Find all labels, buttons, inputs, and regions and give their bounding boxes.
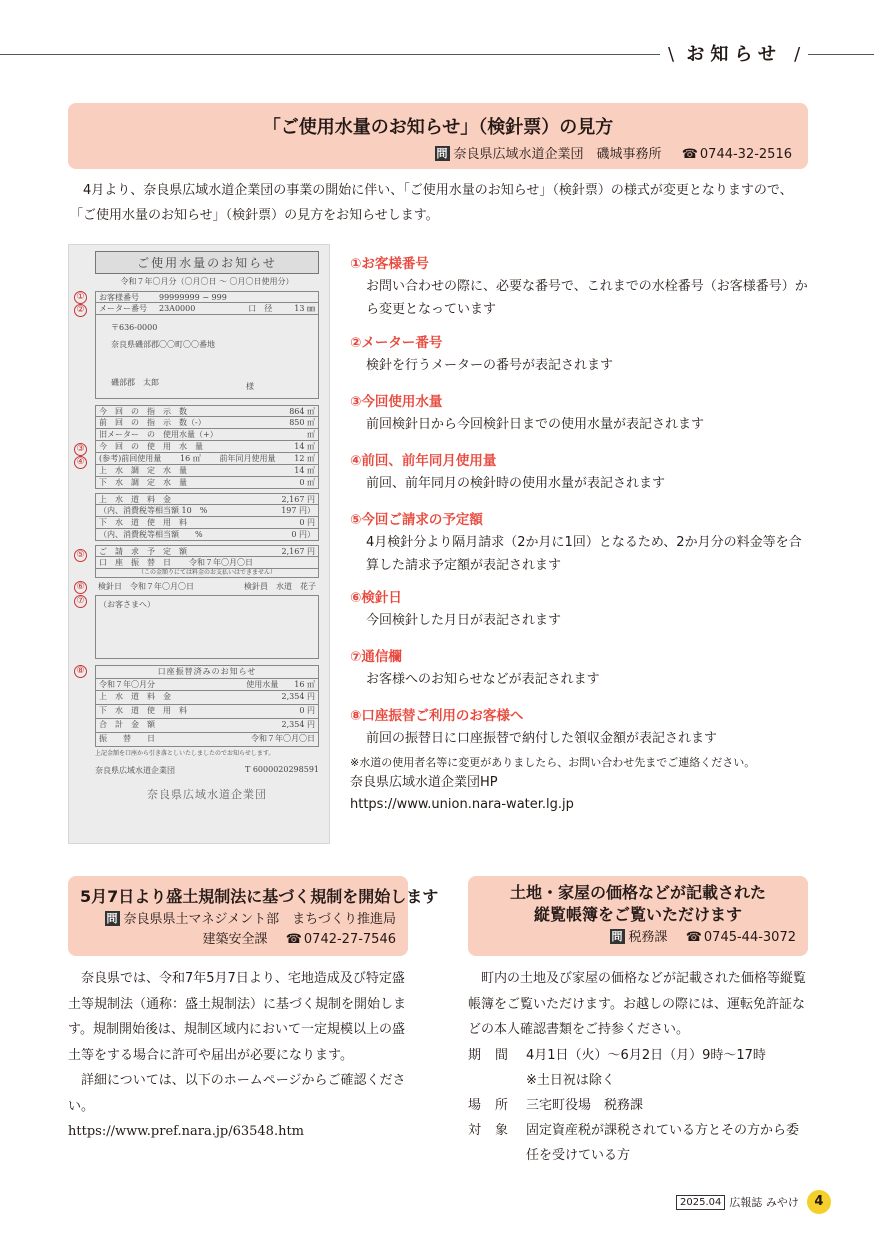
hp-label: 奈良県広域水道企業団HP bbox=[350, 775, 498, 790]
schedule-key: 場所 bbox=[468, 1097, 523, 1113]
slip-transfer: 口 座 振 替 日 令和７年〇月〇日 bbox=[95, 557, 319, 569]
explanation-body: お客様へのお知らせなどが表記されます bbox=[366, 672, 600, 687]
explanation-body: 検針を行うメーターの番号が表記されます bbox=[366, 358, 614, 373]
schedule-sub: ※土日祝は除く bbox=[526, 1072, 615, 1088]
schedule-row bbox=[468, 1043, 810, 1093]
schedule-value: 三宅町役場 税務課 bbox=[526, 1097, 644, 1113]
marker-6: ⑥ bbox=[74, 581, 87, 594]
receipt-row: 振 替 日 令和７年〇月〇日 bbox=[95, 733, 319, 747]
contact-phone: 0744-32-2516 bbox=[699, 147, 792, 162]
article1-title-box bbox=[68, 876, 439, 956]
slip-period: 令和７年〇月分（〇月〇日 〜 〇月〇日使用分） bbox=[120, 277, 294, 286]
article2-title-line2: 縦覧帳簿をご覧いただけます bbox=[533, 905, 742, 924]
slip-row: 旧メーター の 使用水量（+） ㎥ bbox=[95, 429, 319, 441]
schedule-value: 4月1日（火）〜6月2日（月）9時〜17時 bbox=[526, 1047, 766, 1063]
article1-url-link[interactable]: https://www.pref.nara.jp/63548.htm bbox=[68, 1124, 304, 1139]
article1-title: 5月7日より盛土規制法に基づく規制を開始します bbox=[80, 887, 439, 906]
explanation-item bbox=[350, 509, 810, 577]
phone-icon: ☎ bbox=[681, 147, 698, 162]
slip-billing: ご 請 求 予 定 額 2,167 円 bbox=[95, 545, 319, 557]
explanation-heading: ③今回使用水量 bbox=[350, 394, 443, 410]
article1-paragraph: 奈良県では、令和7年5月7日より、宅地造成及び特定盛土等規制法（通称：盛土規制法）に基づく規制を開始します。規制開始後は、規制区域内において一定規模以上の盛土等をする場合に許可や届出が必要になります。 bbox=[68, 971, 407, 1063]
marker-7: ⑦ bbox=[74, 595, 87, 608]
explanation-item bbox=[350, 391, 810, 436]
explanation-body: 4月検針分より隔月請求（2か月に1回）となるため、2か月分の料金等を合算した請求予定額が表記されます bbox=[366, 535, 802, 573]
explanation-heading: ①お客様番号 bbox=[350, 256, 429, 272]
slip-row: （内、消費税等相当額 10 % 197 円） bbox=[95, 505, 319, 517]
marker-2: ② bbox=[74, 304, 87, 317]
schedule-value: 固定資産税が課税されている方とその方から委任を受けている方 bbox=[526, 1122, 800, 1163]
explanation-body: 前回の振替日に口座振替で納付した領収金額が表記されます bbox=[366, 731, 718, 746]
marker-8: ⑧ bbox=[74, 665, 87, 678]
slip-row: 下 水 調 定 水 量 0 ㎥ bbox=[95, 477, 319, 489]
marker-4: ④ bbox=[74, 456, 87, 469]
explanation-heading: ⑤今回ご請求の予定額 bbox=[350, 512, 483, 528]
slip-message-box: （お客さまへ） bbox=[95, 595, 319, 659]
explanation-body: 今回検針した月日が表記されます bbox=[366, 613, 562, 628]
article2-contact: 問 税務課 ☎ 0745-44-3072 bbox=[480, 928, 796, 948]
slip-address-box: 〒636-0000 奈良県磯部郡〇〇町〇〇番地 磯部郡 太郎 様 bbox=[95, 315, 319, 399]
slip-title: ご使用水量のお知らせ bbox=[95, 251, 319, 274]
explanation-list bbox=[350, 253, 810, 816]
marker-1: ① bbox=[74, 291, 87, 304]
article2-body bbox=[468, 966, 810, 1168]
slip-row: 前 回 の 指 示 数（-） 850 ㎥ bbox=[95, 417, 319, 429]
slip-row: 上 水 調 定 水 量 14 ㎥ bbox=[95, 465, 319, 477]
schedule-key: 期間 bbox=[468, 1047, 523, 1063]
slip-prev-usage: (参考)前回使用量 16 ㎥ 前年同月使用量 12 ㎥ bbox=[95, 453, 319, 465]
explanation-item bbox=[350, 587, 810, 632]
explanation-body: 前回検針日から今回検針日までの使用水量が表記されます bbox=[366, 417, 705, 432]
slip-meter-no: メーター番号 23A0000 口 径 13 ㎜ bbox=[95, 303, 319, 315]
receipt-note: 上記金額を口座から引き落としいたしましたのでお知らせします。 bbox=[95, 750, 275, 757]
slip-row: 下 水 道 使 用 料 0 円 bbox=[95, 517, 319, 529]
section-header-label: お知らせ bbox=[686, 44, 782, 65]
explanation-item bbox=[350, 253, 810, 321]
slip-row: 上 水 道 料 金 2,167 円 bbox=[95, 493, 319, 505]
slip-reading-row: 検針日 令和７年〇月〇日 検針員 水道 花子 bbox=[98, 582, 316, 591]
hp-url-link[interactable]: https://www.union.nara-water.lg.jp bbox=[350, 797, 574, 812]
receipt-row: 合 計 金 額 2,354 円 bbox=[95, 719, 319, 733]
intro-text: 4月より、奈良県広域水道企業団の事業の開始に伴い、「ご使用水量のお知らせ」（検針票）の様式が変更となりますので、「ご使用水量のお知らせ」（検針票）の見方をお知らせします。 bbox=[70, 183, 793, 223]
schedule-row bbox=[468, 1118, 810, 1168]
page-number: 4 bbox=[807, 1190, 831, 1214]
inquiry-icon: 問 bbox=[436, 147, 448, 160]
slip-issuer: 奈良県広域水道企業団 T 6000020298591 bbox=[95, 765, 319, 775]
explanation-heading: ④前回、前年同月使用量 bbox=[350, 453, 497, 469]
main-title-box bbox=[68, 103, 808, 169]
inquiry-icon: 問 bbox=[106, 912, 118, 925]
schedule-row bbox=[468, 1093, 810, 1118]
explanation-heading: ⑧口座振替ご利用のお客様へ bbox=[350, 708, 524, 724]
slip-usage: 今 回 の 使 用 水 量 14 ㎥ bbox=[95, 441, 319, 453]
explanation-item bbox=[350, 332, 810, 377]
article1-contact: 問 奈良県県土マネジメント部 まちづくり推進局 bbox=[106, 912, 396, 927]
phone-icon: ☎ bbox=[285, 932, 302, 947]
meter-slip-image bbox=[68, 244, 330, 844]
slash-glyph: \ bbox=[668, 44, 675, 65]
change-note: ※水道の使用者名等に変更がありましたら、お問い合わせ先までご連絡ください。 bbox=[350, 756, 756, 769]
explanation-item bbox=[350, 646, 810, 691]
header-rule-left bbox=[0, 54, 660, 55]
slip-customer-no: お客様番号 99999999 − 999 bbox=[95, 291, 319, 303]
receipt-month: 令和７年〇月分 使用水量 16 ㎥ bbox=[95, 679, 319, 691]
article2-title-line1: 土地・家屋の価格などが記載された bbox=[509, 883, 766, 902]
explanation-body: 前回、前年同月の検針時の使用水量が表記されます bbox=[366, 476, 666, 491]
slip-stamp: 奈良県広域水道企業団 bbox=[147, 788, 267, 801]
explanation-item bbox=[350, 450, 810, 495]
phone-icon: ☎ bbox=[685, 930, 702, 945]
marker-5: ⑤ bbox=[74, 549, 87, 562]
main-contact bbox=[435, 143, 792, 162]
explanation-body: お問い合わせの際に、必要な番号で、これまでの水栓番号（お客様番号）から変更となっています bbox=[366, 279, 808, 317]
article1-body bbox=[68, 966, 408, 1145]
receipt-title: 口座振替済みのお知らせ bbox=[95, 665, 319, 679]
marker-3: ③ bbox=[74, 443, 87, 456]
issue-date: 2025.04 bbox=[676, 1195, 725, 1210]
magazine-name: 広報誌 みやけ bbox=[729, 1196, 799, 1209]
slip-row: 今 回 の 指 示 数 864 ㎥ bbox=[95, 405, 319, 417]
schedule-key: 対象 bbox=[468, 1122, 523, 1138]
section-header bbox=[668, 40, 800, 66]
page-footer bbox=[676, 1190, 831, 1214]
main-title: 「ご使用水量のお知らせ」（検針票）の見方 bbox=[262, 117, 614, 138]
slip-row: （内、消費税等相当額 % 0 円） bbox=[95, 529, 319, 541]
receipt-row: 上 水 道 料 金 2,354 円 bbox=[95, 691, 319, 705]
receipt-row: 下 水 道 使 用 料 0 円 bbox=[95, 705, 319, 719]
contact-org: 奈良県広域水道企業団 磯城事務所 bbox=[453, 147, 662, 162]
slip-transfer-note: （この金額りにては料金のお支払いはできません） bbox=[95, 569, 319, 578]
explanation-heading: ⑦通信欄 bbox=[350, 649, 402, 665]
article2-title-box bbox=[468, 876, 808, 956]
explanation-item bbox=[350, 705, 810, 750]
article1-contact-2: 建築安全課 ☎ 0742-27-7546 bbox=[80, 930, 396, 950]
inquiry-icon: 問 bbox=[611, 930, 623, 943]
article1-paragraph: 詳細については、以下のホームページからご確認ください。 bbox=[68, 1073, 406, 1114]
slash-glyph: / bbox=[794, 44, 801, 65]
explanation-heading: ⑥検針日 bbox=[350, 590, 402, 606]
header-rule-right bbox=[808, 54, 874, 55]
explanation-heading: ②メーター番号 bbox=[350, 335, 443, 351]
article2-paragraph: 町内の土地及び家屋の価格などが記載された価格等縦覧帳簿をご覧いただけます。お越しの際には、運転免許証などの本人確認書類をご持参ください。 bbox=[468, 971, 807, 1037]
